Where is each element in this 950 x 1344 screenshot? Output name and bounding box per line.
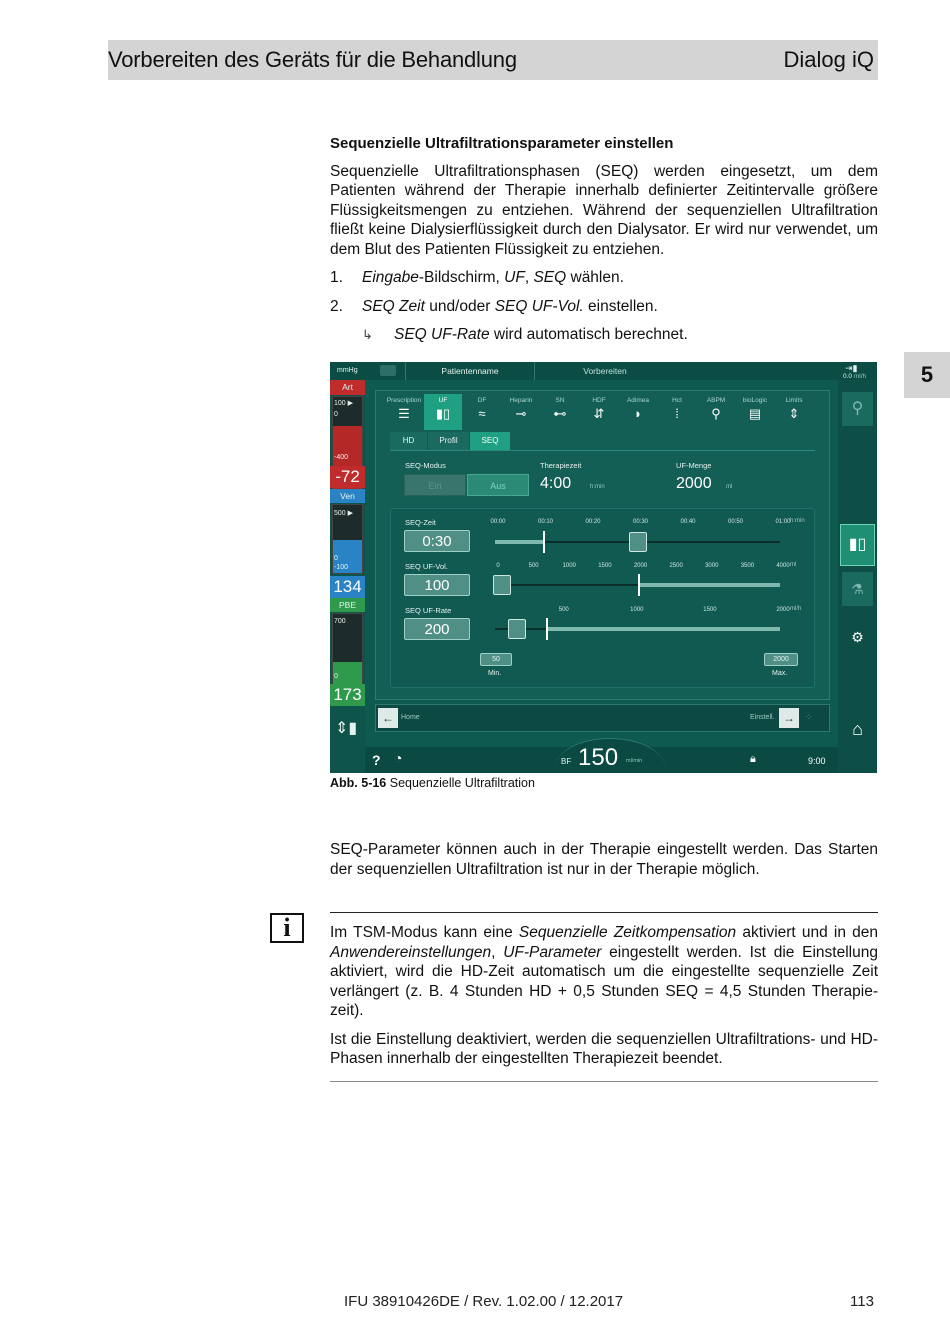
menu-tab-icon: ☰ <box>398 406 410 421</box>
info-note <box>330 912 878 1082</box>
input-screen-icon[interactable]: ▮▯ <box>840 524 875 566</box>
info-icon: i <box>270 913 304 943</box>
chapter-tab: 5 <box>904 352 950 398</box>
seq-zeit-label: SEQ-Zeit <box>405 518 436 527</box>
bf-unit: ml/min <box>626 758 643 764</box>
seq-zeit-tick-label: 00:00 <box>490 519 506 525</box>
art-label: Art <box>330 380 365 395</box>
main-content <box>330 134 878 354</box>
note-term: Anwendereinstellungen <box>330 943 492 961</box>
note-text: aktiviert und in den <box>736 924 878 941</box>
min-value[interactable]: 50 <box>480 653 512 666</box>
art-top: 100 ▶ <box>334 400 354 407</box>
menu-tab-icon: ⇵ <box>593 406 605 421</box>
bf-value: 150 <box>578 744 619 771</box>
step-1 <box>330 268 878 288</box>
header-product: Dialog iQ <box>783 47 874 72</box>
page-header <box>108 40 878 80</box>
seq-zeit-tick-label: 00:30 <box>632 519 648 525</box>
step-number: 2. <box>330 297 343 315</box>
menu-tab-label: HDF <box>592 397 606 404</box>
step-text-part: -Bildschirm, <box>418 269 505 286</box>
tab-seq[interactable]: SEQ <box>470 432 510 450</box>
uf-rate-top-value: 0.0 <box>843 373 853 380</box>
menu-tab-label: Limits <box>785 397 803 404</box>
seq-modus-label: SEQ-Modus <box>405 461 446 470</box>
note-term: Sequenzielle Zeitkompensation <box>518 924 737 941</box>
seq-zeit-unit: h:min <box>790 518 805 524</box>
menu-tab-label: Prescription <box>386 397 422 404</box>
menu-tab-label: Heparin <box>509 397 533 404</box>
ven-top: 500 ▶ <box>334 510 354 517</box>
step-result <box>362 325 878 345</box>
step-text-part: wählen. <box>566 269 624 286</box>
menu-tab-label: Adimea <box>626 397 650 404</box>
menu-tab-icon: ⁞ <box>675 406 679 421</box>
menu-tab-label: bioLogic <box>742 397 768 404</box>
menu-tab-label: ABPM <box>706 397 726 404</box>
ven-top-value: 500 <box>334 510 346 517</box>
step-term: UF <box>504 269 525 286</box>
seq-rate-handle[interactable] <box>508 619 526 639</box>
therapiezeit-value: 4:00 <box>540 475 572 492</box>
clock-icon[interactable]: ◔ <box>394 750 403 766</box>
seq-rate-tick-label: 1000 <box>630 607 644 613</box>
uf-icon: ⇥▮ <box>845 363 858 373</box>
art-value: -72 <box>330 466 365 488</box>
result-text <box>394 325 688 345</box>
menu-tab-label: DF <box>477 397 487 404</box>
grid-icon: ⁘ <box>805 712 813 722</box>
step-text <box>362 268 624 288</box>
disinfection-icon[interactable]: ⚗ <box>842 572 873 606</box>
note-text: eingestellt werden. Ist die Einstellung aktiviert, wird die HD-Zeit automatisch um die eingestellte sequenzielle Zeit verlängert (z. B. 4 Stunden HD + 0,5 Stunden SEQ = 4,5 Stunden Therapie-zeit). <box>330 943 878 1019</box>
time-remaining: 9:00 <box>808 756 826 766</box>
screenshot-figure <box>330 362 877 773</box>
patient-name[interactable]: Patientenname <box>405 362 535 380</box>
step-term: Eingabe <box>362 269 419 286</box>
art-zero: 0 <box>334 411 338 418</box>
patient-icon[interactable]: ⚲ <box>842 392 873 426</box>
seq-rate-label: SEQ UF-Rate <box>405 606 452 615</box>
note-paragraph-1 <box>330 923 878 1021</box>
seq-zeit-marker <box>543 531 545 553</box>
seq-rate-unit: ml/h <box>790 606 802 612</box>
seq-rate-tick-label: 500 <box>558 607 569 613</box>
min-label: Min. <box>488 670 502 677</box>
pbe-label: PBE <box>330 598 365 612</box>
seq-zeit-fill <box>495 540 543 544</box>
seq-rate-tick-label: 2000 <box>776 607 790 613</box>
seq-zeit-handle[interactable] <box>629 532 647 552</box>
seq-zeit-value[interactable]: 0:30 <box>404 530 470 552</box>
back-arrow-icon[interactable]: ← <box>378 708 398 728</box>
max-label: Max. <box>772 670 788 677</box>
tab-profil[interactable]: Profil <box>428 432 470 450</box>
step-text-part: und/oder <box>424 297 495 315</box>
note-paragraph-2: Ist die Einstellung deaktiviert, werden die sequenziellen Ultrafiltrations- und HD-Phasen innerhalb der eingestellten Therapiezeit beendet. <box>330 1030 878 1067</box>
ven-zero: 0 <box>334 555 338 562</box>
settings-icon[interactable]: ⚙ <box>851 629 864 645</box>
aus-button[interactable]: Aus <box>467 474 529 496</box>
ein-button[interactable]: Ein <box>404 474 466 496</box>
caption-number: Abb. 5-16 <box>330 776 387 790</box>
seq-vol-tick-label: 4000 <box>776 563 790 569</box>
menu-tab-label: Hct <box>672 397 682 404</box>
note-text: , <box>491 943 504 961</box>
menu-tab-icon: ⇕ <box>788 406 800 421</box>
caption-text: Sequenzielle Ultrafiltration <box>386 776 535 790</box>
figure-caption <box>330 776 535 790</box>
after-figure-paragraph: SEQ-Parameter können auch in der Therapie eingestellt werden. Das Starten der sequenziellen Ultrafiltration ist nur in der Therapie möglich. <box>330 841 878 878</box>
help-icon[interactable]: ? <box>372 752 381 768</box>
seq-vol-tick-label: 1500 <box>598 563 612 569</box>
seq-zeit-tick-label: 00:10 <box>537 519 553 525</box>
pbe-zero: 0 <box>334 673 338 680</box>
lock-icon[interactable]: 🔒︎ <box>750 753 756 765</box>
art-low: -400 <box>334 454 349 461</box>
seq-vol-tick-label: 500 <box>528 563 539 569</box>
uf-menge-unit: ml <box>726 484 733 490</box>
ven-value: 134 <box>330 576 365 598</box>
seq-rate-marker <box>546 618 548 640</box>
intro-paragraph: Sequenzielle Ultrafiltrationsphasen (SEQ) werden eingesetzt, um dem Patienten während der Therapie innerhalb definierter Zeitintervalle größere Flüssigkeitsmengen zu entziehen. Während der sequenziellen Ultrafiltration fließt keine Dialysierflüssigkeit durch den Dialysator. Er wird nur verwendet, um dem Blut des Patienten Flüssigkeit zu entziehen. <box>330 162 878 258</box>
menu-tab-icon: ▤ <box>748 406 762 421</box>
footer-page-number: 113 <box>850 1293 874 1310</box>
menu-tab-icon: ⚲ <box>711 406 721 421</box>
seq-vol-tick-label: 2500 <box>669 563 683 569</box>
seq-vol-tick-label: 2000 <box>633 563 648 569</box>
footer-document-id: IFU 38910426DE / Rev. 1.02.00 / 12.2017 <box>344 1293 624 1310</box>
menu-tab-icon: ▮▯ <box>435 406 451 421</box>
section-heading: Sequenzielle Ultrafiltrationsparameter einstellen <box>330 135 674 152</box>
step-number: 1. <box>330 269 343 286</box>
seq-rate-fill <box>546 627 780 631</box>
uf-menge-label: UF-Menge <box>676 461 712 470</box>
seq-vol-handle[interactable] <box>493 575 511 595</box>
note-term: UF-Parameter <box>503 943 602 961</box>
step-text-part: , <box>524 269 534 286</box>
seq-vol-fill <box>638 583 781 587</box>
seq-vol-tick-label: 3000 <box>705 563 719 569</box>
seq-vol-tick-label: 1000 <box>562 563 576 569</box>
uf-menge-value: 2000 <box>676 475 712 492</box>
menu-tab-icon: ◗ <box>634 406 642 421</box>
seq-zeit-tick-label: 01:00 <box>775 519 791 525</box>
result-arrow-icon: ↳ <box>362 327 373 342</box>
menu-tab-icon: ≈ <box>478 406 486 421</box>
seq-vol-label: SEQ UF-Vol. <box>405 562 448 571</box>
seq-vol-tick-label: 3500 <box>740 563 755 569</box>
pbe-value: 173 <box>330 684 365 706</box>
level-adjust-icon[interactable]: ⇕▮ <box>335 720 358 737</box>
result-term: SEQ UF-Rate <box>394 326 490 343</box>
seq-zeit-tick-label: 00:40 <box>680 519 696 525</box>
header-title: Vorbereiten des Geräts für die Behandlung <box>108 47 517 72</box>
step-2 <box>330 297 878 317</box>
seq-vol-tick-label: 0 <box>496 563 500 569</box>
home-icon[interactable]: ⌂ <box>852 719 863 739</box>
menu-tab-label: UF <box>438 397 448 404</box>
seq-vol-value[interactable]: 100 <box>404 574 470 596</box>
ven-label: Ven <box>330 489 365 503</box>
menu-tab-icon: ⊷ <box>553 406 567 421</box>
step-text <box>362 297 658 317</box>
tab-hd[interactable]: HD <box>390 432 428 450</box>
einstell-label[interactable]: Einstell. <box>750 714 775 721</box>
home-label[interactable]: Home <box>401 714 420 721</box>
seq-rate-value[interactable]: 200 <box>404 618 470 640</box>
therapiezeit-unit: h:min <box>590 484 605 490</box>
seq-zeit-tick-label: 00:50 <box>727 519 743 525</box>
note-text: Im TSM-Modus kann eine <box>330 924 519 941</box>
menu-tab-icon: ⊸ <box>515 406 527 421</box>
unit-mmhg: mmHg <box>337 367 358 374</box>
ven-low: -100 <box>334 564 349 571</box>
seq-zeit-tick-label: 00:20 <box>585 519 601 525</box>
therapiezeit-label: Therapiezeit <box>540 461 582 470</box>
forward-arrow-icon[interactable]: → <box>779 708 799 728</box>
step-text-part: einstellen. <box>583 297 658 315</box>
seq-rate-tick-label: 1500 <box>703 607 717 613</box>
step-term: SEQ Zeit <box>362 297 425 315</box>
pbe-top: 700 <box>334 618 346 625</box>
bf-label: BF <box>561 757 572 766</box>
seq-vol-unit: ml <box>790 562 797 568</box>
step-term: SEQ UF-Vol. <box>494 297 584 315</box>
step-term: SEQ <box>533 269 567 286</box>
seq-vol-marker <box>638 574 640 596</box>
result-text-part: wird automatisch berechnet. <box>489 326 688 343</box>
art-top-value: 100 <box>334 400 346 407</box>
phase-label: Vorbereiten <box>583 366 627 376</box>
uf-rate-top-unit: ml/h <box>853 373 867 380</box>
menu-tab-label: SN <box>555 397 565 404</box>
max-value[interactable]: 2000 <box>764 653 798 666</box>
